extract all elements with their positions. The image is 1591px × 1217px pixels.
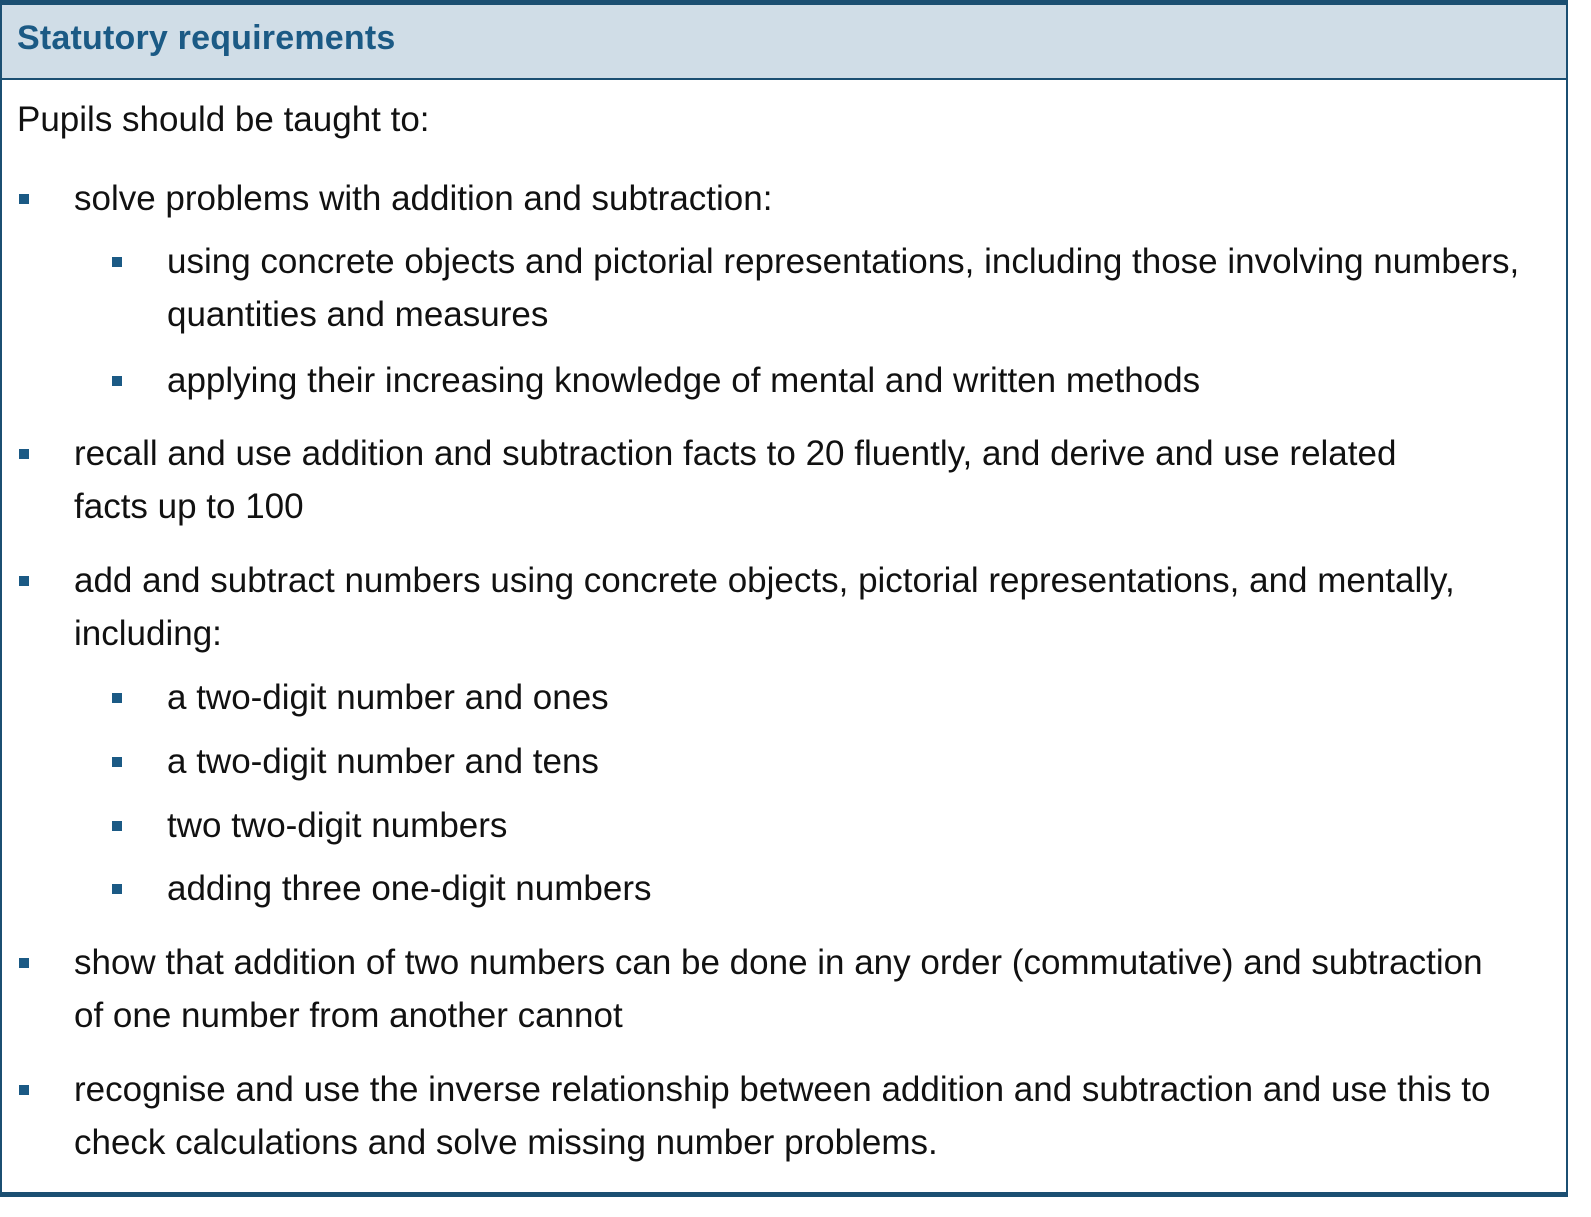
list-item (74, 172, 1534, 225)
bullet-icon (112, 821, 122, 831)
list-item-text: a two-digit number and ones (167, 678, 609, 717)
list-item (74, 936, 1494, 1042)
list-item-text: using concrete objects and pictorial representations, including those involving numbers, quantities and measures (167, 242, 1520, 334)
bullet-icon (19, 576, 29, 586)
bullet-icon (19, 449, 29, 459)
list-item-text: adding three one-digit numbers (167, 869, 652, 908)
list-item-text: show that addition of two numbers can be done in any order (commutative) and subtraction of one number from another cannot (74, 943, 1483, 1035)
intro-text: Pupils should be taught to: (17, 100, 430, 139)
list-item (167, 735, 1537, 788)
list-item-text: add and subtract numbers using concrete objects, pictorial representations, and mentally, including: (74, 561, 1455, 653)
list-item (74, 554, 1494, 660)
bullet-icon (19, 194, 29, 204)
list-item (167, 235, 1537, 341)
list-item-text: two two-digit numbers (167, 806, 508, 845)
header-title: Statutory requirements (17, 19, 396, 57)
list-item-text: applying their increasing knowledge of mental and written methods (167, 361, 1201, 400)
list-item-text: recognise and use the inverse relationship between addition and subtraction and use this to check calculations and solve missing number problems. (74, 1070, 1491, 1162)
list-item-text: solve problems with addition and subtraction: (74, 179, 773, 218)
list-item (74, 1063, 1554, 1169)
bullet-icon (19, 1085, 29, 1095)
list-item-text: recall and use addition and subtraction facts to 20 fluently, and derive and use related facts up to 100 (74, 434, 1397, 526)
list-item (167, 671, 1537, 724)
bullet-icon (112, 884, 122, 894)
list-item (74, 427, 1474, 533)
bullet-icon (112, 693, 122, 703)
list-item (167, 862, 1537, 915)
box-header (2, 5, 1566, 80)
list-item (167, 354, 1537, 407)
bullet-icon (112, 257, 122, 267)
bullet-icon (19, 958, 29, 968)
list-item-text: a two-digit number and tens (167, 742, 599, 781)
bullet-icon (112, 757, 122, 767)
bullet-icon (112, 376, 122, 386)
list-item (167, 799, 1537, 852)
